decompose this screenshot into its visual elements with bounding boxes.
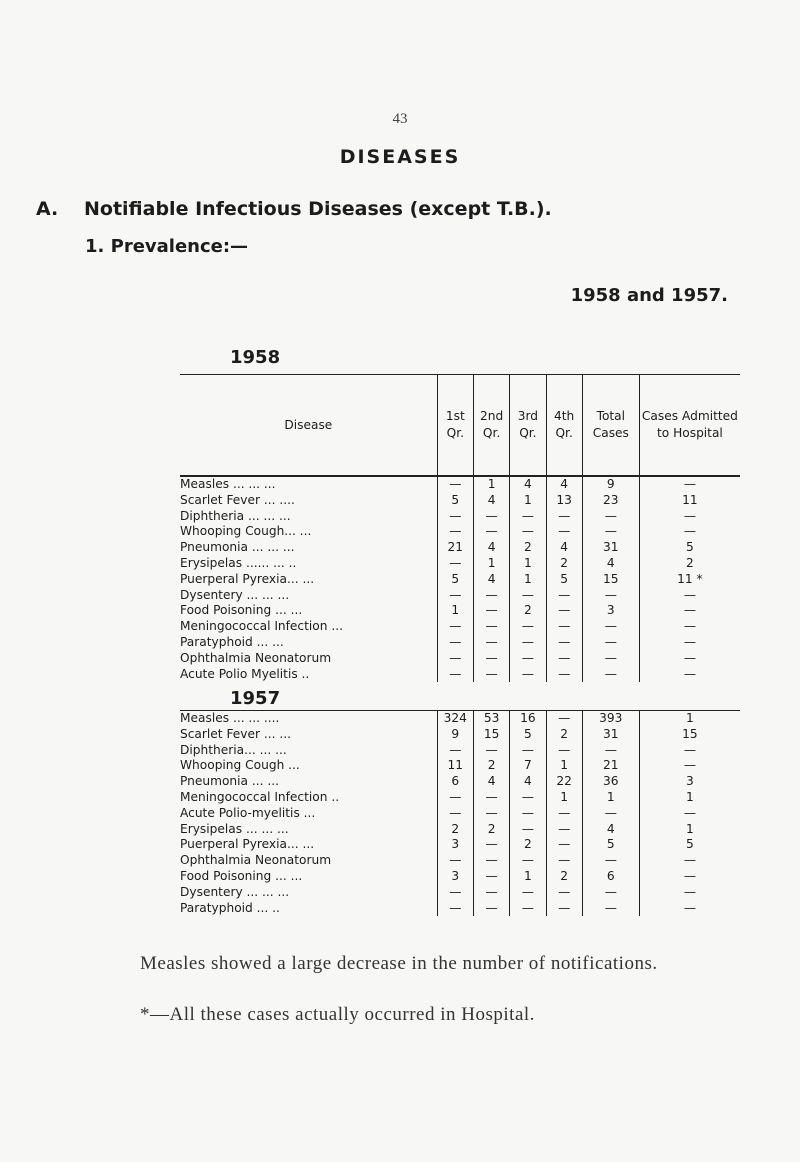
cell-q1: — (437, 556, 473, 572)
cell-q4: — (546, 603, 582, 619)
cell-q4: 4 (546, 477, 582, 493)
section-a-title: Notifiable Infectious Diseases (except T.B.). (84, 198, 552, 220)
cell-q2: 2 (473, 822, 509, 838)
cell-total: 31 (582, 540, 639, 556)
cell-q3: 5 (510, 727, 546, 743)
cell-total: 4 (582, 556, 639, 572)
table-row (180, 477, 740, 493)
table-row (180, 901, 740, 917)
disease-name-cell: Whooping Cough... ... (180, 524, 312, 539)
cell-q1: — (437, 806, 473, 822)
disease-name-cell: Erysipelas ... ... ... (180, 821, 289, 836)
cell-q3: 1 (510, 556, 546, 572)
cell-q3: 2 (510, 603, 546, 619)
disease-name-cell: Erysipelas ...... ... .. (180, 555, 297, 570)
disease-name-cell: Pneumonia ... ... ... (180, 540, 295, 555)
cell-total: 31 (582, 727, 639, 743)
years-heading: 1958 and 1957. (570, 285, 728, 306)
cell-total: 393 (582, 711, 639, 727)
cell-q4: 2 (546, 869, 582, 885)
cell-total: — (582, 635, 639, 651)
cell-admitted: — (639, 524, 740, 540)
cell-q3: 1 (510, 572, 546, 588)
cell-q3: — (510, 509, 546, 525)
header-q2: 2nd Qr. (473, 375, 509, 476)
cell-total: 6 (582, 869, 639, 885)
cell-total: 1 (582, 790, 639, 806)
table-row (180, 758, 740, 774)
cell-q3: — (510, 806, 546, 822)
cell-q2: — (473, 603, 509, 619)
disease-name-cell: Ophthalmia Neonatorum (180, 853, 332, 868)
cell-admitted: — (639, 509, 740, 525)
cell-admitted: — (639, 743, 740, 759)
cell-q4: — (546, 901, 582, 917)
cell-q1: — (437, 635, 473, 651)
cell-q3: 16 (510, 711, 546, 727)
cell-total: — (582, 509, 639, 525)
disease-name-cell: Pneumonia ... ... (180, 774, 279, 789)
cell-admitted: — (639, 806, 740, 822)
disease-name-cell: Meningococcal Infection ... (180, 619, 343, 634)
table-row (180, 651, 740, 667)
cell-q2: — (473, 885, 509, 901)
table-row (180, 743, 740, 759)
cell-total: — (582, 588, 639, 604)
table-row (180, 588, 740, 604)
section-a-heading (36, 198, 552, 220)
cell-admitted: 1 (639, 822, 740, 838)
cell-total: — (582, 806, 639, 822)
cell-q1: 9 (437, 727, 473, 743)
cell-q1: — (437, 743, 473, 759)
disease-name-cell: Diphtheria ... ... ... (180, 508, 291, 523)
table-row (180, 667, 740, 683)
cell-admitted: — (639, 635, 740, 651)
cell-q3: — (510, 743, 546, 759)
cell-admitted: — (639, 603, 740, 619)
disease-name-cell: Acute Polio-myelitis ... (180, 805, 316, 820)
table-row (180, 619, 740, 635)
cell-q3: 4 (510, 774, 546, 790)
disease-name-cell: Measles ... ... .... (180, 711, 280, 725)
cell-total: — (582, 885, 639, 901)
disease-name-cell: Meningococcal Infection .. (180, 789, 340, 804)
cell-q1: — (437, 619, 473, 635)
disease-name-cell: Acute Polio Myelitis .. (180, 666, 310, 681)
cell-q3: 4 (510, 477, 546, 493)
cell-q4: — (546, 837, 582, 853)
cell-q4: — (546, 711, 582, 727)
cell-q1: 21 (437, 540, 473, 556)
cell-admitted: — (639, 758, 740, 774)
disease-name-cell: Measles ... ... ... (180, 477, 437, 493)
cell-q1: 1 (437, 603, 473, 619)
cell-q2: — (473, 509, 509, 525)
cell-admitted: — (639, 651, 740, 667)
table-1958 (180, 476, 740, 682)
cell-total: 36 (582, 774, 639, 790)
cell-q4: 1 (546, 790, 582, 806)
cell-q2: 4 (473, 572, 509, 588)
disease-name-cell: Ophthalmia Neonatorum (180, 650, 332, 665)
cell-q4: 22 (546, 774, 582, 790)
year-1958-label: 1958 (230, 347, 281, 368)
cell-q3: — (510, 790, 546, 806)
cell-q2: — (473, 743, 509, 759)
subsection-prevalence: 1. Prevalence:— (85, 236, 249, 257)
cell-q2: — (473, 635, 509, 651)
table-header (180, 374, 740, 476)
cell-q3: — (510, 885, 546, 901)
cell-q2: 4 (473, 774, 509, 790)
cell-admitted: — (639, 901, 740, 917)
cell-q2: — (473, 667, 509, 683)
table-row (180, 885, 740, 901)
section-a-label: A. (36, 198, 59, 220)
cell-admitted: 5 (639, 540, 740, 556)
cell-q1: 324 (437, 711, 473, 727)
cell-admitted: — (639, 588, 740, 604)
cell-q1: — (437, 477, 473, 493)
cell-q3: — (510, 667, 546, 683)
cell-total: 4 (582, 822, 639, 838)
cell-q1: 11 (437, 758, 473, 774)
cell-q1: — (437, 901, 473, 917)
cell-q3: — (510, 822, 546, 838)
cell-q4: — (546, 885, 582, 901)
cell-q4: — (546, 635, 582, 651)
cell-q2: — (473, 869, 509, 885)
cell-total: — (582, 651, 639, 667)
cell-q1: 6 (437, 774, 473, 790)
table-row (180, 556, 740, 572)
cell-admitted: 11 * (639, 572, 740, 588)
table-row (180, 509, 740, 525)
cell-admitted: — (639, 869, 740, 885)
cell-q4: — (546, 651, 582, 667)
cell-q3: — (510, 524, 546, 540)
header-disease: Disease (284, 417, 333, 432)
cell-total: 21 (582, 758, 639, 774)
disease-name-cell: Food Poisoning ... ... (180, 868, 303, 883)
cell-q4: 13 (546, 493, 582, 509)
cell-total: — (582, 853, 639, 869)
cell-q2: 15 (473, 727, 509, 743)
cell-q4: 4 (546, 540, 582, 556)
cell-total: — (582, 667, 639, 683)
cell-q3: — (510, 619, 546, 635)
cell-admitted: 11 (639, 493, 740, 509)
cell-q1: 5 (437, 493, 473, 509)
cell-q1: 2 (437, 822, 473, 838)
cell-q2: 1 (473, 556, 509, 572)
cell-q1: 3 (437, 837, 473, 853)
cell-q4: — (546, 524, 582, 540)
table-row (180, 822, 740, 838)
cell-total: 23 (582, 493, 639, 509)
cell-q3: — (510, 853, 546, 869)
table-row (180, 635, 740, 651)
cell-admitted: — (639, 619, 740, 635)
footnote-measles: Measles showed a large decrease in the number of notifications. (140, 953, 658, 974)
cell-admitted: 1 (639, 711, 740, 727)
header-total: Total Cases (582, 375, 639, 476)
cell-q2: — (473, 901, 509, 917)
cell-admitted: — (639, 853, 740, 869)
cell-total: — (582, 901, 639, 917)
cell-q4: 1 (546, 758, 582, 774)
disease-name-cell: Dysentery ... ... ... (180, 884, 290, 899)
disease-name-cell: Puerperal Pyrexia... ... (180, 837, 315, 852)
table-row (180, 540, 740, 556)
cell-admitted: 2 (639, 556, 740, 572)
cell-q4: — (546, 822, 582, 838)
table-row (180, 806, 740, 822)
cell-q3: — (510, 635, 546, 651)
cell-q3: 1 (510, 493, 546, 509)
cell-q4: 5 (546, 572, 582, 588)
disease-name-cell: Diphtheria... ... ... (180, 742, 287, 757)
table-row (180, 853, 740, 869)
cell-q3: 2 (510, 837, 546, 853)
disease-name-cell: Puerperal Pyrexia... ... (180, 571, 315, 586)
disease-name-cell: Scarlet Fever ... .... (180, 492, 295, 507)
cell-q2: 2 (473, 758, 509, 774)
cell-q2: — (473, 588, 509, 604)
cell-q4: 2 (546, 556, 582, 572)
page-number: 43 (392, 111, 408, 127)
footnote-hospital: *—All these cases actually occurred in Hospital. (140, 1004, 535, 1025)
table-row (180, 727, 740, 743)
disease-name-cell: Dysentery ... ... ... (180, 587, 290, 602)
disease-name-cell: Paratyphoid ... ... (180, 634, 284, 649)
table-row (180, 572, 740, 588)
cell-q1: 3 (437, 869, 473, 885)
cell-q4: 2 (546, 727, 582, 743)
cell-admitted: 5 (639, 837, 740, 853)
cell-q2: — (473, 651, 509, 667)
header-q1: 1st Qr. (437, 375, 473, 476)
cell-q2: 4 (473, 493, 509, 509)
year-1957-label: 1957 (230, 688, 281, 709)
cell-admitted: — (639, 885, 740, 901)
cell-q1: — (437, 651, 473, 667)
cell-q2: — (473, 619, 509, 635)
cell-q2: 53 (473, 711, 509, 727)
cell-q1: — (437, 588, 473, 604)
cell-admitted: — (639, 477, 740, 493)
cell-q3: 7 (510, 758, 546, 774)
disease-name-cell: Paratyphoid ... .. (180, 900, 280, 915)
cell-q2: — (473, 806, 509, 822)
cell-admitted: 15 (639, 727, 740, 743)
cell-total: 5 (582, 837, 639, 853)
cell-q1: — (437, 853, 473, 869)
cell-q2: — (473, 853, 509, 869)
cell-q1: — (437, 885, 473, 901)
cell-total: 3 (582, 603, 639, 619)
cell-q2: — (473, 837, 509, 853)
header-q3: 3rd Qr. (510, 375, 546, 476)
table-row (180, 711, 740, 727)
disease-name-cell: Food Poisoning ... ... (180, 603, 303, 618)
table-row (180, 869, 740, 885)
table-row (180, 837, 740, 853)
cell-q1: — (437, 667, 473, 683)
disease-name-cell: Whooping Cough ... (180, 758, 300, 773)
cell-q1: 5 (437, 572, 473, 588)
cell-q3: — (510, 588, 546, 604)
table-row (180, 493, 740, 509)
cell-admitted: — (639, 667, 740, 683)
cell-admitted: 1 (639, 790, 740, 806)
cell-total: — (582, 743, 639, 759)
cell-total: — (582, 619, 639, 635)
cell-q3: 2 (510, 540, 546, 556)
cell-q3: — (510, 901, 546, 917)
cell-q3: — (510, 651, 546, 667)
cell-q2: — (473, 790, 509, 806)
cell-total: 9 (582, 477, 639, 493)
table-1957 (180, 710, 740, 916)
table-row (180, 790, 740, 806)
table-row (180, 524, 740, 540)
cell-q2: 4 (473, 540, 509, 556)
cell-total: — (582, 524, 639, 540)
cell-admitted: 3 (639, 774, 740, 790)
header-admitted: Cases Admitted to Hospital (639, 375, 740, 476)
cell-q1: — (437, 509, 473, 525)
table-row (180, 774, 740, 790)
header-q4: 4th Qr. (546, 375, 582, 476)
cell-q2: — (473, 524, 509, 540)
page-title: DISEASES (339, 146, 461, 168)
cell-q4: — (546, 806, 582, 822)
cell-q3: 1 (510, 869, 546, 885)
disease-name-cell: Scarlet Fever ... ... (180, 726, 292, 741)
cell-q4: — (546, 743, 582, 759)
cell-q4: — (546, 853, 582, 869)
cell-q2: 1 (473, 477, 509, 493)
cell-q4: — (546, 509, 582, 525)
cell-q1: — (437, 790, 473, 806)
cell-q4: — (546, 667, 582, 683)
cell-q4: — (546, 619, 582, 635)
cell-total: 15 (582, 572, 639, 588)
cell-q1: — (437, 524, 473, 540)
table-row (180, 603, 740, 619)
cell-q4: — (546, 588, 582, 604)
